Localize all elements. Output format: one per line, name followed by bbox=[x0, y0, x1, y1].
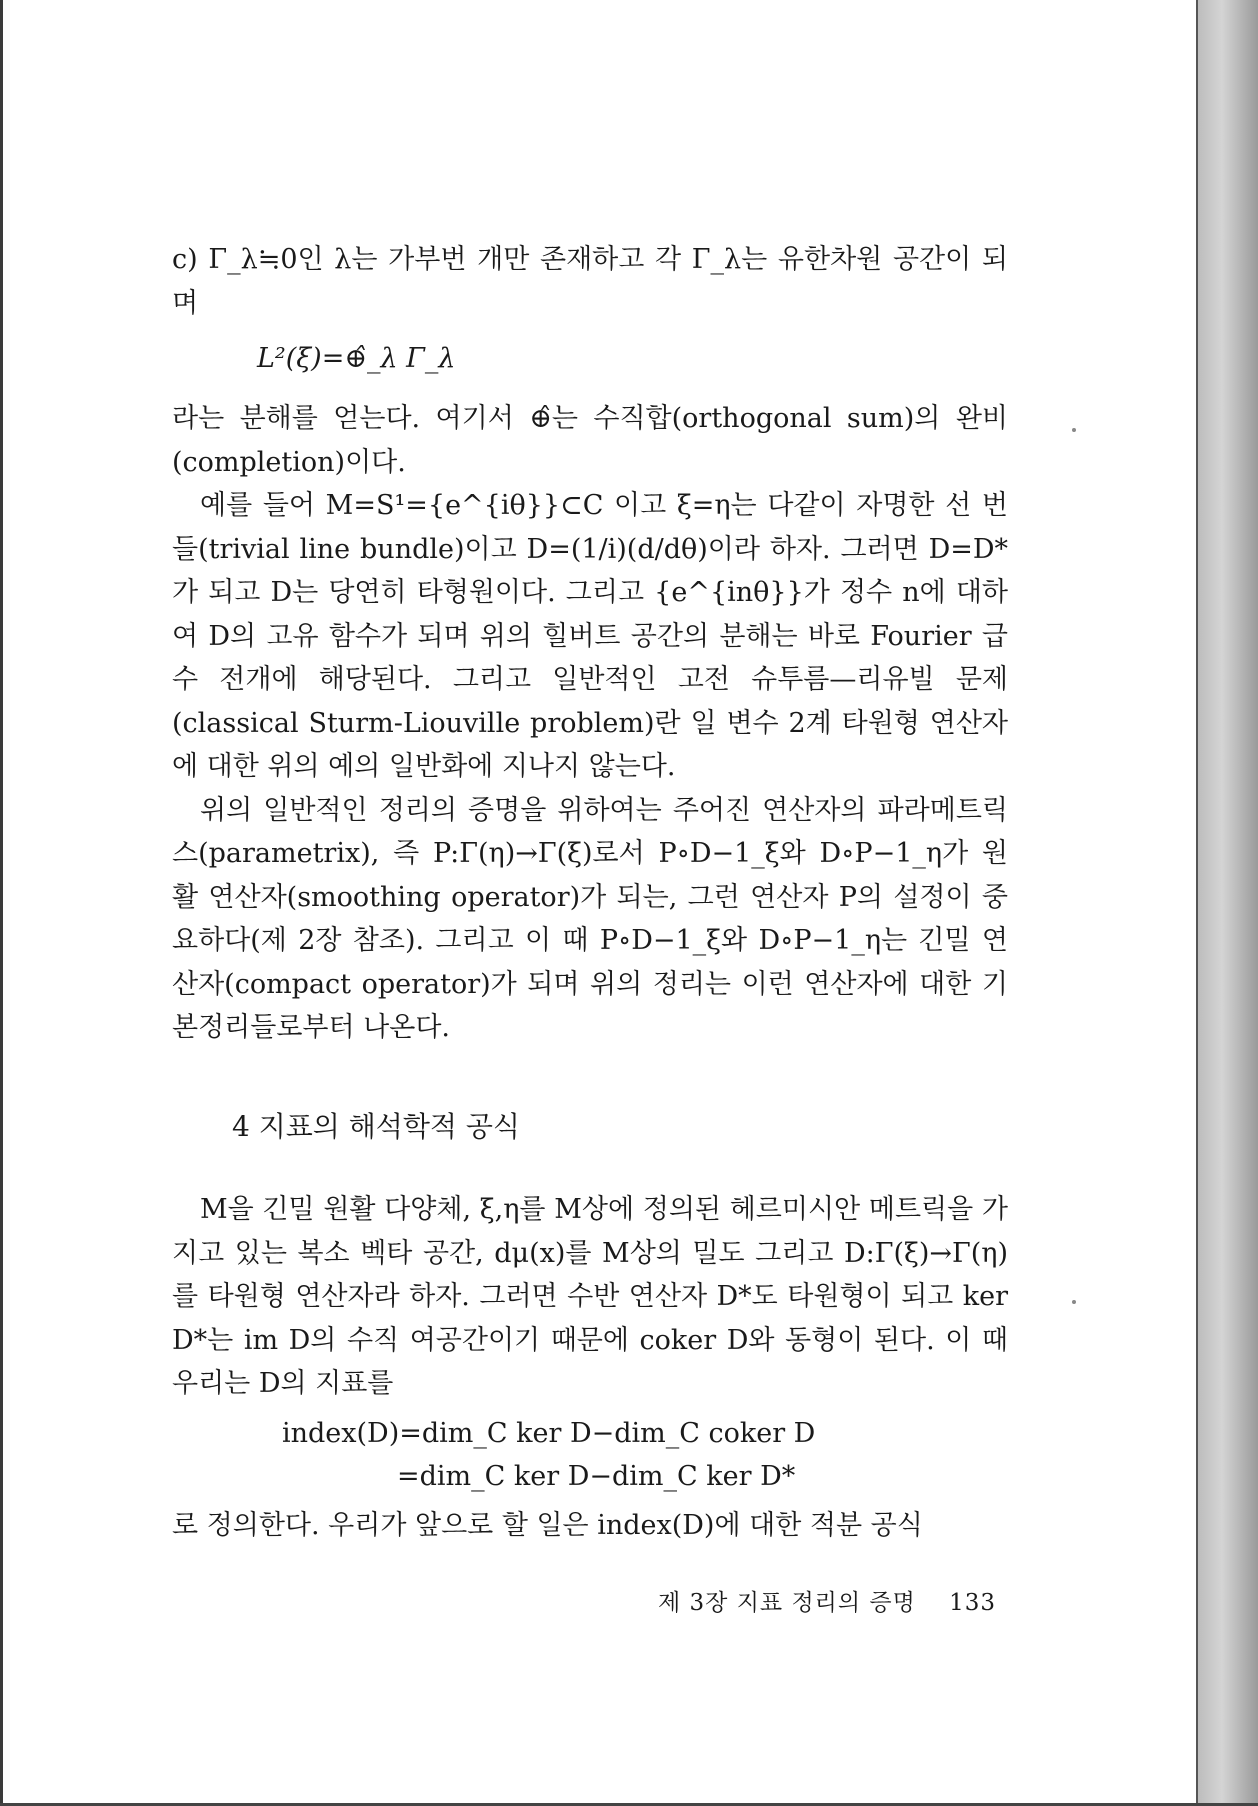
index-formula-line2: =dim_C ker D−dim_C ker D* bbox=[397, 1460, 796, 1492]
paragraph-index-setup: M을 긴밀 원활 다양체, ξ,η를 M상에 정의된 헤르미시안 메트릭을 가지고 있는 복소 벡타 공간, dμ(x)를 M상의 밀도 그리고 D:Γ(ξ)→Γ(η)를 타원형 연산자라 하자. 그러면 수반 연산자 D*도 타원형이 되고 ker D*는 im D의 수직 여공간이기 때문에 coker D와 동형이 된다. 이 때 우리는 D의 지표를 bbox=[172, 1194, 1008, 1399]
margin-mark bbox=[1072, 428, 1076, 432]
paragraph-orthogonal-sum: 라는 분해를 얻는다. 여기서 ⊕̂는 수직합(orthogonal sum)의 완비(completion)이다. bbox=[172, 403, 1008, 478]
decomposition-formula: L²(ξ)=⊕̂_λ Γ_λ bbox=[257, 343, 456, 374]
page-body bbox=[172, 238, 1008, 1547]
page-left-edge bbox=[0, 0, 3, 1806]
page-number: 133 bbox=[949, 1590, 996, 1616]
page-footer bbox=[636, 1584, 996, 1617]
paragraph-parametrix: 위의 일반적인 정리의 증명을 위하여는 주어진 연산자의 파라메트릭스(parametrix), 즉 P:Γ(η)→Γ(ξ)로서 P∘D−1_ξ와 D∘P−1_η가 원활 연산자(smoothing operator)가 되는, 그런 연산자 P의 설정이 중요하다(제 2장 참조). 그리고 이 때 P∘D−1_ξ와 D∘P−1_η는 긴밀 연산자(compact operator)가 되며 위의 정리는 이런 연산자에 대한 기본정리들로부터 나온다. bbox=[172, 794, 1008, 1043]
book-spine-shadow bbox=[1196, 0, 1258, 1806]
paragraph-example: 예를 들어 M=S¹={e^{iθ}}⊂C 이고 ξ=η는 다같이 자명한 선 번들(trivial line bundle)이고 D=(1/i)(d/dθ)이라 하자. 그러면 D=D*가 되고 D는 당연히 타형원이다. 그리고 {e^{inθ}}가 정수 n에 대하여 D의 고유 함수가 되며 위의 힐버트 공간의 분해는 바로 Fourier 급수 전개에 해당된다. 그리고 일반적인 고전 슈투름—리유빌 문제(classical Sturm-Liouville problem)란 일 변수 2계 타원형 연산자에 대한 위의 예의 일반화에 지나지 않는다. bbox=[172, 490, 1008, 782]
index-formula-line1: index(D)=dim_C ker D−dim_C coker D bbox=[282, 1417, 816, 1449]
margin-mark bbox=[1072, 1300, 1076, 1304]
index-formula bbox=[282, 1412, 1008, 1498]
paragraph-c: c) Γ_λ≒0인 λ는 가부번 개만 존재하고 각 Γ_λ는 유한차원 공간이 되며 bbox=[172, 244, 1008, 319]
paragraph-integral-formula: 로 정의한다. 우리가 앞으로 할 일은 index(D)에 대한 적분 공식 bbox=[172, 1509, 923, 1541]
chapter-title: 제 3장 지표 정리의 증명 bbox=[658, 1590, 916, 1616]
section-heading: 4 지표의 해석학적 공식 bbox=[232, 1109, 520, 1143]
